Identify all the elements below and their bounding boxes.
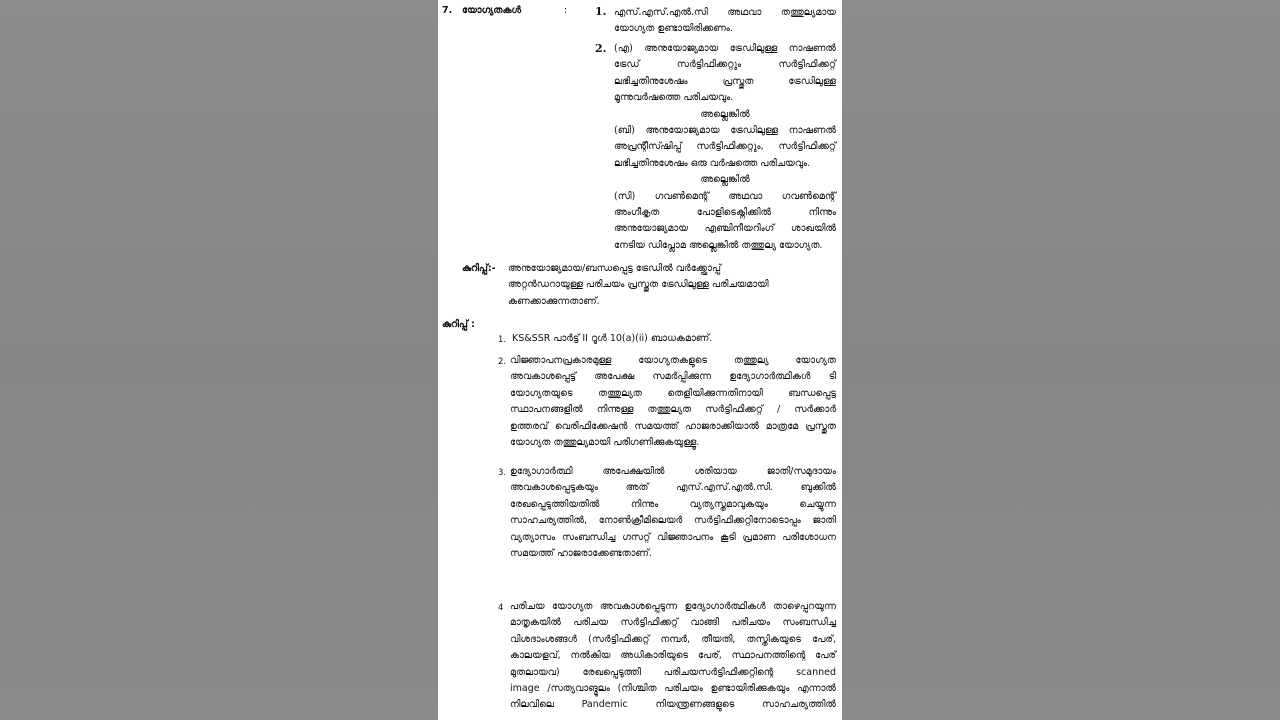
note2-item-2-number: 2. xyxy=(498,357,507,367)
text-line: അറ്റൻഡറായുള്ള പരിചയം പ്രസ്തുത ട്രേഡിലുള്ള പരിചയമായി xyxy=(508,279,769,291)
text-line: അപ്രന്റീസ്ഷിപ്പ് സർട്ടിഫിക്കറ്റും, സർട്ടിഫിക്കറ്റ് xyxy=(614,141,836,153)
note2-item-4-number: 4 xyxy=(498,603,504,613)
text-line: ട്രേഡ് സർട്ടിഫിക്കറ്റും സർട്ടിഫിക്കറ്റ് xyxy=(614,59,836,71)
section-number: 7. xyxy=(442,5,453,16)
text-line: ലഭിച്ചതിനുശേഷം പ്രസ്തുത ട്രേഡിലുള്ള xyxy=(614,75,836,87)
text-line: (സി) ഗവൺമെന്റ് അഥവാ ഗവൺമെന്റ് xyxy=(614,190,836,202)
text-line: അനുയോജ്യമായ/ബന്ധപ്പെട്ട ട്രേഡിൽ വർക്ക്ഷോപ്പ് xyxy=(508,263,721,274)
text-line: വ്യത്യാസം സംബന്ധിച്ച ഗസറ്റ് വിജ്ഞാപനം കൂടി പ്രമാണ പരിശോധന xyxy=(510,531,836,543)
note2-item-1-number: 1. xyxy=(498,335,507,345)
text-line: രേഖപ്പെടുത്തിയതിൽ നിന്നും വ്യത്യസ്തമാവുകയും ചെയ്യുന്ന xyxy=(510,498,836,510)
text-line: പരിചയ യോഗ്യത അവകാശപ്പെടുന്ന ഉദ്യോഗാർത്ഥികൾ താഴെപ്പറയുന്ന xyxy=(510,601,836,612)
text-line: KS&SSR പാർട്ട് II റൂൾ 10(a)(ii) ബാധകമാണ്. xyxy=(512,333,713,344)
text-line: കാലയളവ്, നൽകിയ അധികാരിയുടെ പേര്, സ്ഥാപനത്തിന്റെ പേര് xyxy=(510,650,836,662)
note1-label: കുറിപ്പ്:- xyxy=(462,263,496,274)
text-line: യോഗ്യത തത്തുല്യമായി പരിഗണിക്കുകയുള്ളൂ. xyxy=(510,437,700,449)
text-line: നിലവിലെ Pandemic നിയന്ത്രണങ്ങളുടെ സാഹചര്യത്തിൽ xyxy=(510,699,836,711)
text-line: കണക്കാക്കുന്നതാണ്. xyxy=(508,295,600,307)
background-right xyxy=(842,0,1280,720)
note2-item-3-text xyxy=(510,464,836,562)
text-line: എസ്.എസ്.എൽ.സി അഥവാ തത്തുല്യമായ xyxy=(614,7,836,18)
text-line: സമയത്ത് ഹാജരാക്കേണ്ടതാണ്. xyxy=(510,548,652,560)
text-line: (ബി) അനുയോജ്യമായ ട്രേഡിലുള്ള നാഷണൽ xyxy=(614,125,836,137)
text-line: യോഗ്യതയുടെ തത്തുല്യത തെളിയിക്കുന്നതിനായി ബന്ധപ്പെട്ട xyxy=(510,387,836,399)
note2-item-4-text xyxy=(510,599,836,714)
text-line: അവകാശപ്പെടുകയും അത് എസ്.എസ്.എൽ.സി. ബുക്കിൽ xyxy=(510,482,836,494)
text-line: മൂന്നുവർഷത്തെ പരിചയവും. xyxy=(614,92,734,104)
text-line: സാഹചര്യത്തിൽ, നോൺക്രീമിലെയർ സർട്ടിഫിക്കറ്റിനോടൊപ്പം ജാതി xyxy=(510,515,836,527)
note2-label: കുറിപ്പ് : xyxy=(442,319,475,330)
document-page xyxy=(438,0,842,720)
item-2-number: 2. xyxy=(595,42,607,55)
text-line: ലഭിച്ചതിനുശേഷം ഒരു വർഷത്തെ പരിചയവും. xyxy=(614,157,811,169)
note2-item-2-text xyxy=(510,353,836,451)
note2-item-1-text xyxy=(512,331,836,347)
text-line: ഉദ്യോഗാർത്ഥി അപേക്ഷയിൽ ശരിയായ ജാതി/സമുദായം xyxy=(510,466,836,477)
text-line: അവകാശപ്പെട്ട് അപേക്ഷ സമർപ്പിക്കുന്ന ഉദ്യോഗാർത്ഥികൾ ടി xyxy=(510,371,836,383)
or-separator: അല്ലെങ്കിൽ xyxy=(700,108,750,120)
item-2-text xyxy=(614,41,836,254)
item-1-number: 1. xyxy=(595,5,607,18)
text-line: യോഗ്യത ഉണ്ടായിരിക്കണം. xyxy=(614,23,733,35)
text-line: (എ) അനുയോജ്യമായ ട്രേഡിലുള്ള നാഷണൽ xyxy=(614,43,836,54)
background-left xyxy=(0,0,438,720)
item-1-text xyxy=(614,5,836,38)
or-separator: അല്ലെങ്കിൽ xyxy=(700,174,750,186)
text-line: image /സത്യവാങ്മൂലം (നിശ്ചിത പരിചയം ഉണ്ടായിരിക്കുകയും എന്നാൽ xyxy=(510,683,836,695)
section-title: യോഗ്യതകൾ xyxy=(462,5,522,16)
text-line: വിജ്ഞാപനപ്രകാരമുള്ള യോഗ്യതകളുടെ തത്തുല്യ യോഗ്യത xyxy=(510,355,836,366)
text-line: വിശദാംശങ്ങൾ (സർട്ടിഫിക്കറ്റ് നമ്പർ, തീയതി, തസ്തികയുടെ പേര്, xyxy=(510,633,836,645)
text-line: അനുയോജ്യമായ എഞ്ചിനീയറിംഗ് ശാഖയിൽ xyxy=(614,223,836,235)
note2-item-3-number: 3. xyxy=(498,468,507,478)
text-line: മുതലായവ) രേഖപ്പെടുത്തി പരിചയസർട്ടിഫിക്കറ്റിന്റെ scanned xyxy=(510,666,836,678)
section-colon: : xyxy=(564,5,568,16)
text-line: അംഗീകൃത പോളിടെക്നിക്കിൽ നിന്നും xyxy=(614,207,836,219)
text-line: സ്ഥാപനങ്ങളിൽ നിന്നുള്ള തത്തുല്യത സർട്ടിഫിക്കറ്റ് / സർക്കാർ xyxy=(510,404,836,416)
text-line: മാതൃകയിൽ പരിചയ സർട്ടിഫിക്കറ്റ് വാങ്ങി പരിചയം സംബന്ധിച്ച xyxy=(510,617,836,629)
text-line: നേടിയ ഡിപ്ലോമ അല്ലെങ്കിൽ തത്തുല്യ യോഗ്യത. xyxy=(614,239,823,251)
note1-text xyxy=(508,261,798,310)
text-line: ഉത്തരവ് വെരിഫിക്കേഷൻ സമയത്ത് ഹാജരാക്കിയാൽ മാത്രമേ പ്രസ്തുത xyxy=(510,420,836,432)
